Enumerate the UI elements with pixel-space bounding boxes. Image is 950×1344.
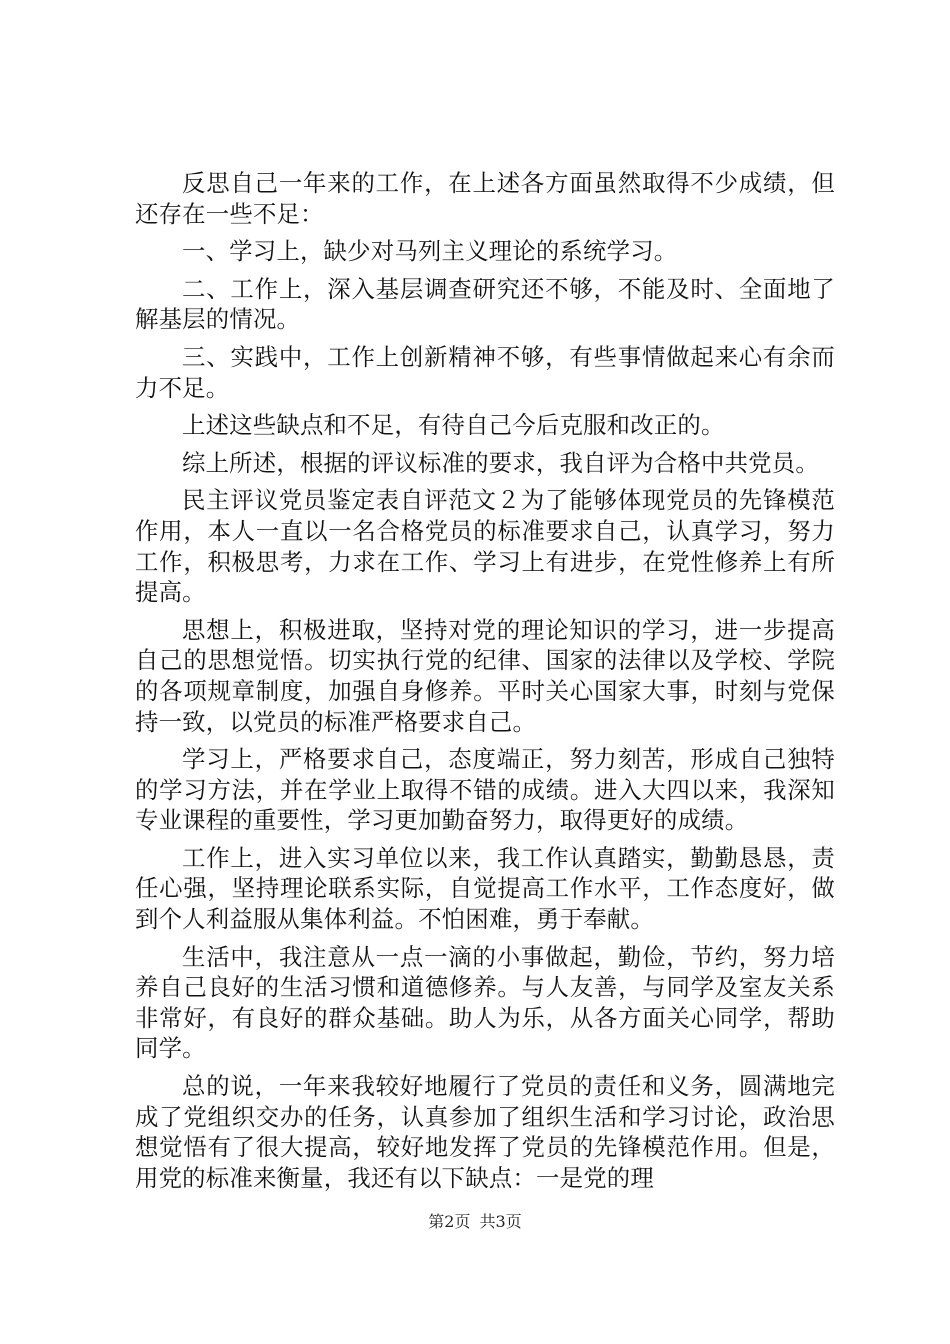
page-total: 共3页 bbox=[479, 1212, 522, 1231]
page-footer bbox=[0, 1212, 950, 1232]
paragraph: 生活中，我注意从一点一滴的小事做起，勤俭，节约，努力培养自己良好的生活习惯和道德修养。与人友善，与同学及室友关系非常好，有良好的群众基础。助人为乐，从各方面关心同学，帮助同学。 bbox=[135, 942, 835, 1063]
paragraph: 学习上，严格要求自己，态度端正，努力刻苦，形成自己独特的学习方法，并在学业上取得不错的成绩。进入大四以来，我深知专业课程的重要性，学习更加勤奋努力，取得更好的成绩。 bbox=[135, 745, 835, 835]
paragraph: 上述这些缺点和不足，有待自己今后克服和改正的。 bbox=[182, 411, 725, 440]
document-body bbox=[135, 168, 835, 1200]
paragraph: 反思自己一年来的工作，在上述各方面虽然取得不少成绩，但还存在一些不足： bbox=[135, 169, 835, 228]
page-number: 第2页 bbox=[428, 1212, 471, 1231]
paragraph: 一、学习上，缺少对马列主义理论的系统学习。 bbox=[182, 237, 678, 266]
paragraph: 三、实践中，工作上创新精神不够，有些事情做起来心有余而力不足。 bbox=[135, 342, 835, 402]
paragraph: 工作上，进入实习单位以来，我工作认真踏实，勤勤恳恳，责任心强，坚持理论联系实际，自觉提高工作水平，工作态度好，做到个人利益服从集体利益。不怕困难，勇于奉献。 bbox=[135, 843, 835, 934]
paragraph: 思想上，积极进取，坚持对党的理论知识的学习，进一步提高自己的思想觉悟。切实执行党的纪律、国家的法律以及学校、学院的各项规章制度，加强自身修养。平时关心国家大事，时刻与党保持一致，以党员的标准严格要求自己。 bbox=[135, 615, 835, 736]
paragraph: 二、工作上，深入基层调查研究还不够，不能及时、全面地了解基层的情况。 bbox=[135, 274, 835, 334]
paragraph: 总的说，一年来我较好地履行了党员的责任和义务，圆满地完成了党组织交办的任务，认真参加了组织生活和学习讨论，政治思想觉悟有了很大提高，较好地发挥了党员的先锋模范作用。但是，用党的标准来衡量，我还有以下缺点：一是党的理 bbox=[135, 1072, 835, 1192]
paragraph: 民主评议党员鉴定表自评范文２为了能够体现党员的先锋模范作用，本人一直以一名合格党员的标准要求自己，认真学习，努力工作，积极思考，力求在工作、学习上有进步，在党性修养上有所提高。 bbox=[135, 486, 835, 607]
paragraph: 综上所述，根据的评议标准的要求，我自评为合格中共党员。 bbox=[182, 448, 819, 477]
